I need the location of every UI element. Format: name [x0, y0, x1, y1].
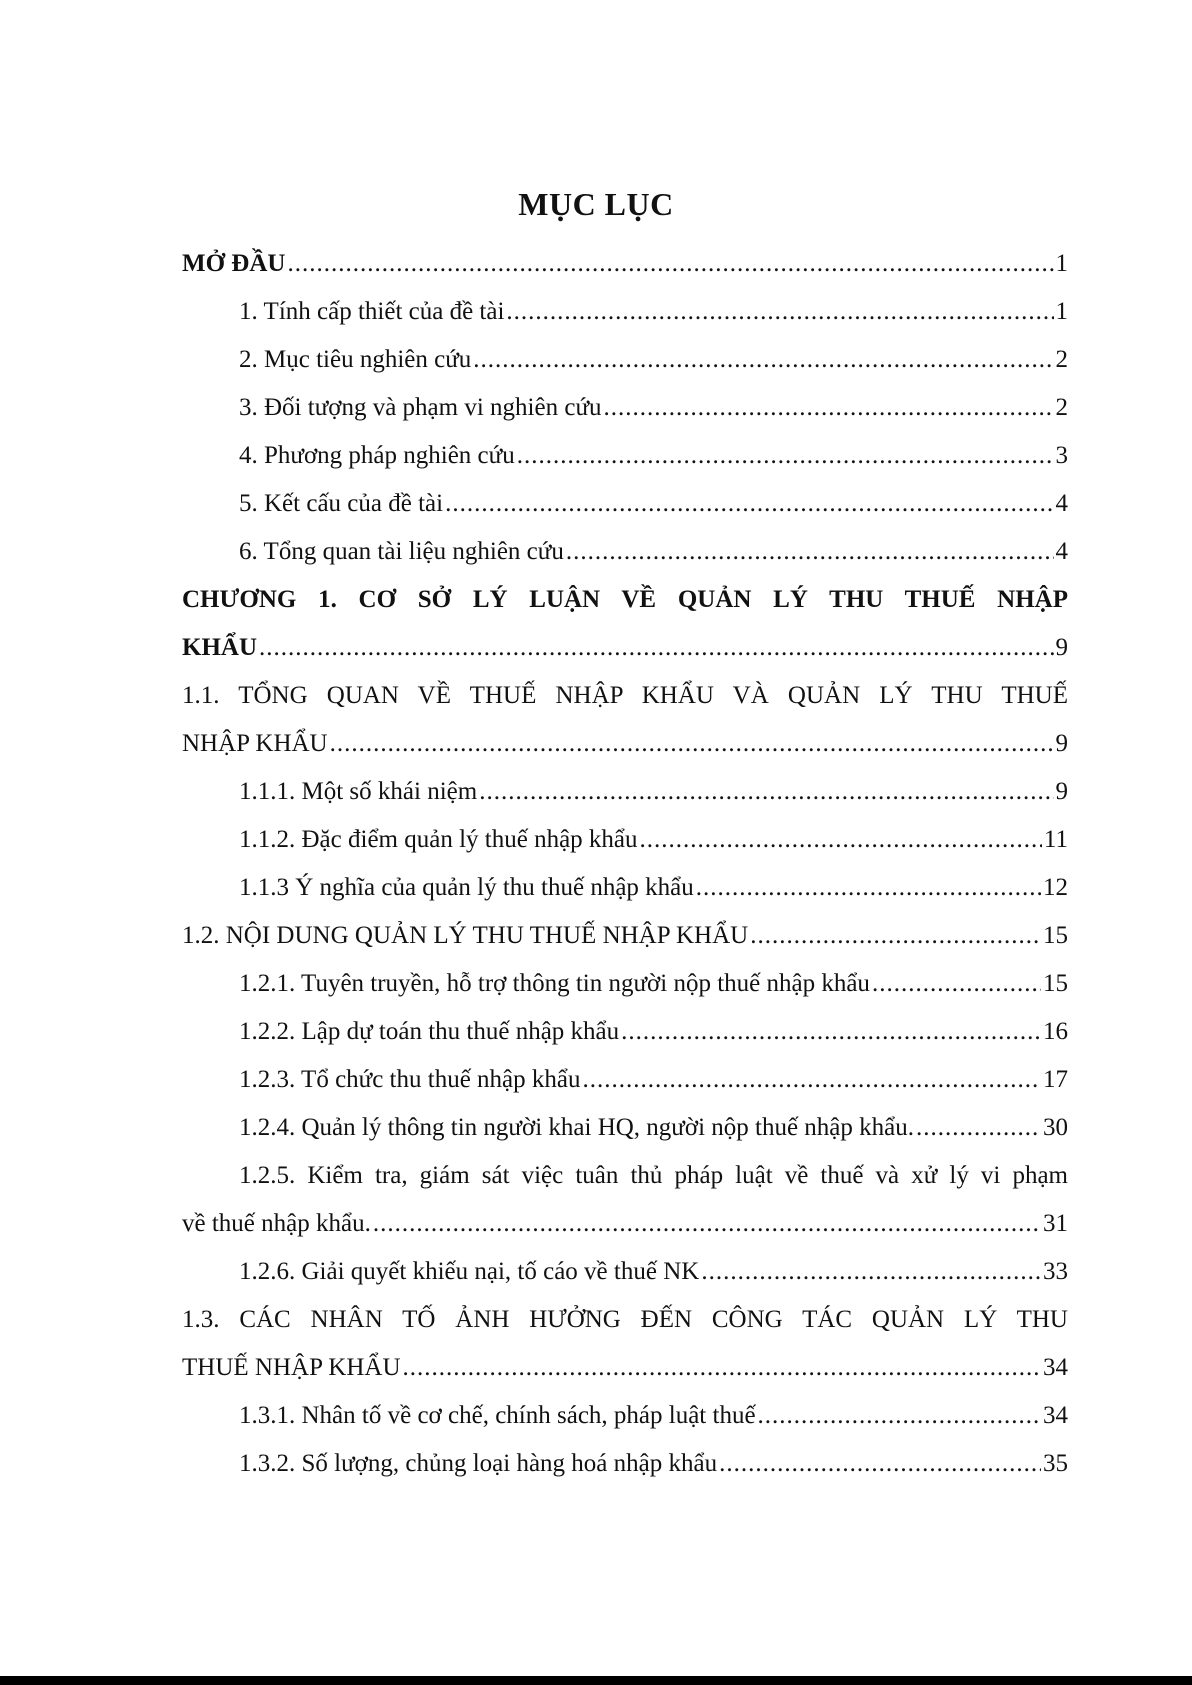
- dot-leader: [473, 336, 1053, 384]
- toc-entry-text: 6. Tổng quan tài liệu nghiên cứu: [239, 538, 564, 565]
- dot-leader: [479, 768, 1053, 816]
- toc-page-number: 17: [1043, 1066, 1068, 1093]
- toc-entry-text: 1.3.1. Nhân tố về cơ chế, chính sách, pháp luật thuế: [239, 1402, 756, 1429]
- toc-page-number: 4: [1055, 490, 1068, 517]
- toc-entry-text: MỞ ĐẦU: [182, 250, 286, 277]
- toc-entry-text: 5. Kết cấu của đề tài: [239, 490, 444, 517]
- toc-entry-1-3-line1[interactable]: [182, 1296, 1068, 1344]
- toc-entry-1-1-line2[interactable]: [182, 720, 1068, 768]
- toc-entry-text: 1.1.3 Ý nghĩa của quản lý thu thuế nhập khẩu: [239, 874, 694, 901]
- toc-page-number: 4: [1055, 538, 1068, 565]
- toc-entry-1-3-line2[interactable]: [182, 1344, 1068, 1392]
- toc-page-number: 2: [1055, 394, 1068, 421]
- toc-entry-1-2-2[interactable]: [182, 1008, 1068, 1056]
- dot-leader: [330, 720, 1054, 768]
- toc-entry-text: về thuế nhập khẩu.: [182, 1210, 371, 1237]
- toc-page-number: 12: [1043, 874, 1068, 901]
- toc-entry-1-1-2[interactable]: [182, 816, 1068, 864]
- toc-entry-5[interactable]: [182, 480, 1068, 528]
- dot-leader: [287, 240, 1053, 288]
- toc-entry-text: 2. Mục tiêu nghiên cứu: [239, 346, 472, 373]
- toc-entry-text: 1.2.5. Kiểm tra, giám sát việc tuân thủ pháp luật về thuế và xử lý vi phạm: [239, 1162, 1068, 1189]
- toc-entry-6[interactable]: [182, 528, 1068, 576]
- dot-leader: [373, 1200, 1041, 1248]
- toc-page-number: 16: [1043, 1018, 1068, 1045]
- toc-page-number: 9: [1055, 730, 1068, 757]
- toc-title: MỤC LỤC: [518, 186, 674, 222]
- toc-entry-1[interactable]: [182, 288, 1068, 336]
- toc-entry-text: 1.3.2. Số lượng, chủng loại hàng hoá nhập khẩu: [239, 1450, 718, 1477]
- toc-page-number: 34: [1043, 1402, 1068, 1429]
- toc-entry-text: KHẨU: [182, 634, 257, 661]
- table-of-contents: [182, 240, 1068, 1488]
- toc-entry-2[interactable]: [182, 336, 1068, 384]
- toc-entry-text: 1.1.2. Đặc điểm quản lý thuế nhập khẩu: [239, 826, 638, 853]
- dot-leader: [621, 1008, 1041, 1056]
- toc-page-number: 34: [1043, 1354, 1068, 1381]
- dot-leader: [719, 1440, 1041, 1488]
- toc-page-number: 15: [1043, 970, 1068, 997]
- bottom-edge-strip: [0, 1676, 1192, 1685]
- dot-leader: [696, 864, 1041, 912]
- toc-entry-text: 1.1.1. Một số khái niệm: [239, 778, 478, 805]
- toc-entry-1-2-3[interactable]: [182, 1056, 1068, 1104]
- dot-leader: [403, 1344, 1041, 1392]
- toc-entry-text: 1.2. NỘI DUNG QUẢN LÝ THU THUẾ NHẬP KHẨU: [182, 922, 749, 949]
- toc-entry-text: NHẬP KHẨU: [182, 730, 328, 757]
- dot-leader: [872, 960, 1041, 1008]
- toc-entry-1-2-6[interactable]: [182, 1248, 1068, 1296]
- toc-entry-1-1-3[interactable]: [182, 864, 1068, 912]
- toc-entry-1-2-5-line2[interactable]: [182, 1200, 1068, 1248]
- toc-entry-3[interactable]: [182, 384, 1068, 432]
- toc-page-number: 30: [1043, 1114, 1068, 1141]
- toc-entry-4[interactable]: [182, 432, 1068, 480]
- dot-leader: [604, 384, 1054, 432]
- toc-page-number: 31: [1043, 1210, 1068, 1237]
- dot-leader: [566, 528, 1054, 576]
- dot-leader: [583, 1056, 1042, 1104]
- toc-entry-text: 3. Đối tượng và phạm vi nghiên cứu: [239, 394, 602, 421]
- toc-page-number: 11: [1043, 826, 1068, 853]
- toc-entry-text: THUẾ NHẬP KHẨU: [182, 1354, 401, 1381]
- toc-entry-1-2-4[interactable]: [182, 1104, 1068, 1152]
- toc-entry-text: 1.2.6. Giải quyết khiếu nại, tố cáo về thuế NK: [239, 1258, 700, 1285]
- toc-entry-1-3-1[interactable]: [182, 1392, 1068, 1440]
- toc-entry-text: 1.3. CÁC NHÂN TỐ ẢNH HƯỞNG ĐẾN CÔNG TÁC QUẢN LÝ THU: [182, 1306, 1068, 1333]
- dot-leader: [750, 912, 1041, 960]
- toc-page-number: 33: [1043, 1258, 1068, 1285]
- dot-leader: [445, 480, 1053, 528]
- toc-page-number: 9: [1055, 778, 1068, 805]
- toc-page-number: 1: [1055, 298, 1068, 325]
- toc-entry-1-2[interactable]: [182, 912, 1068, 960]
- toc-entry-text: 1.2.3. Tổ chức thu thuế nhập khẩu: [239, 1066, 581, 1093]
- toc-entry-1-1-line1[interactable]: [182, 672, 1068, 720]
- dot-leader: [758, 1392, 1041, 1440]
- toc-entry-1-2-1[interactable]: [182, 960, 1068, 1008]
- toc-entry-text: CHƯƠNG 1. CƠ SỞ LÝ LUẬN VỀ QUẢN LÝ THU THUẾ NHẬP: [182, 586, 1068, 613]
- dot-leader: [259, 624, 1054, 672]
- toc-page-number: 1: [1055, 250, 1068, 277]
- toc-entry-text: 4. Phương pháp nghiên cứu: [239, 442, 515, 469]
- toc-entry-text: 1. Tính cấp thiết của đề tài: [239, 298, 505, 325]
- toc-page-number: 2: [1055, 346, 1068, 373]
- toc-page-number: 9: [1055, 634, 1068, 661]
- toc-entry-1-2-5-line1[interactable]: [182, 1152, 1068, 1200]
- toc-entry-chapter-1-line2[interactable]: [182, 624, 1068, 672]
- toc-entry-text: 1.2.4. Quản lý thông tin người khai HQ, người nộp thuế nhập khẩu.: [239, 1114, 914, 1141]
- toc-entry-mo-dau[interactable]: [182, 240, 1068, 288]
- toc-entry-1-3-2[interactable]: [182, 1440, 1068, 1488]
- dot-leader: [916, 1104, 1041, 1152]
- dot-leader: [517, 432, 1054, 480]
- toc-entry-text: 1.2.2. Lập dự toán thu thuế nhập khẩu: [239, 1018, 620, 1045]
- toc-entry-text: 1.2.1. Tuyên truyền, hỗ trợ thông tin người nộp thuế nhập khẩu: [239, 970, 870, 997]
- toc-entry-text: 1.1. TỔNG QUAN VỀ THUẾ NHẬP KHẨU VÀ QUẢN LÝ THU THUẾ: [182, 682, 1068, 709]
- toc-page-number: 15: [1043, 922, 1068, 949]
- dot-leader: [640, 816, 1042, 864]
- toc-page-number: 3: [1055, 442, 1068, 469]
- dot-leader: [701, 1248, 1041, 1296]
- toc-entry-chapter-1-line1[interactable]: [182, 576, 1068, 624]
- toc-entry-1-1-1[interactable]: [182, 768, 1068, 816]
- toc-page-number: 35: [1043, 1450, 1068, 1477]
- dot-leader: [506, 288, 1053, 336]
